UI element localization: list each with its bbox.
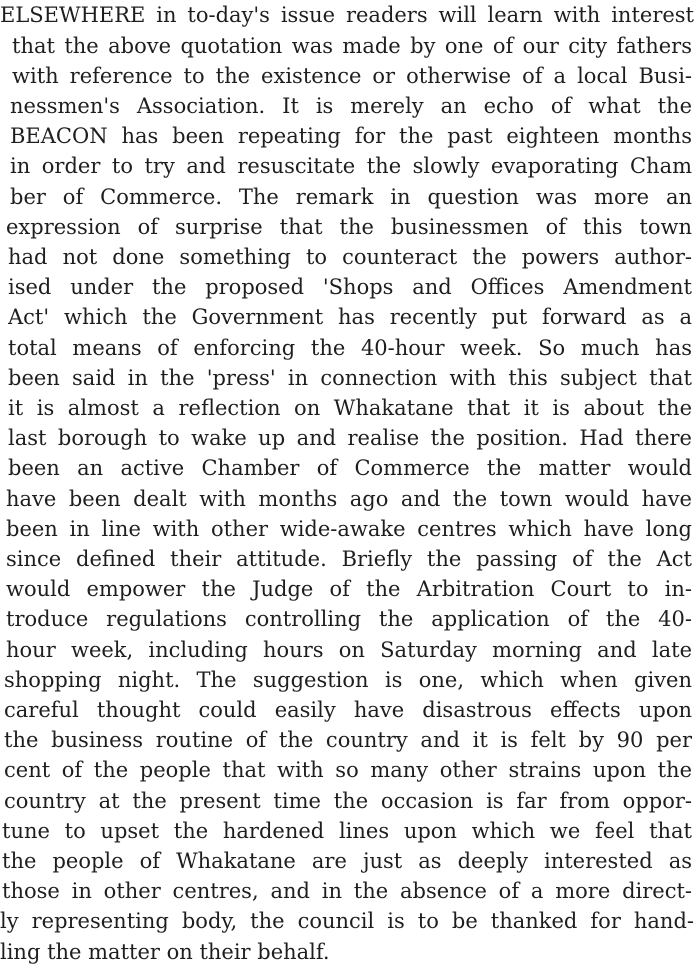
text-line: been an active Chamber of Commerce the matter would — [8, 456, 692, 480]
text-line: with reference to the existence or otherwise of a local Busi- — [12, 64, 692, 88]
text-line: careful thought could easily have disastrous effects upon — [4, 698, 692, 722]
text-line: nessmen's Association. It is merely an echo of what the — [10, 94, 692, 118]
text-line: the business routine of the country and it is felt by 90 per — [4, 728, 692, 752]
text-line: cent of the people that with so many other strains upon the — [4, 758, 692, 782]
text-line: ised under the proposed 'Shops and Offices Amendment — [8, 275, 692, 299]
text-line: have been dealt with months ago and the town would have — [6, 487, 692, 511]
text-line: tune to upset the hardened lines upon which we feel that — [2, 819, 692, 843]
text-line: been said in the 'press' in connection with this subject that — [8, 366, 692, 390]
text-line: been in line with other wide-awake centres which have long — [6, 517, 692, 541]
text-line: BEACON has been repeating for the past eighteen months — [10, 124, 692, 148]
text-line: those in other centres, and in the absence of a more direct- — [2, 879, 692, 903]
text-line: Act' which the Government has recently put forward as a — [8, 305, 692, 329]
text-line: expression of surprise that the businessmen of this town — [6, 215, 692, 239]
text-line: ling the matter on their behalf. — [0, 940, 330, 964]
text-line: hour week, including hours on Saturday morning and late — [6, 638, 692, 662]
text-line: troduce regulations controlling the application of the 40- — [6, 607, 692, 631]
text-line: total means of enforcing the 40-hour week. So much has — [8, 336, 692, 360]
text-line: shopping night. The suggestion is one, which when given — [4, 668, 692, 692]
text-line: in order to try and resuscitate the slowly evaporating Cham — [10, 154, 692, 178]
text-line: that the above quotation was made by one of our city fathers — [12, 34, 692, 58]
text-line: since defined their attitude. Briefly the passing of the Act — [6, 547, 692, 571]
text-line: had not done something to counteract the powers author- — [8, 245, 692, 269]
text-line: ber of Commerce. The remark in question was more an — [10, 185, 692, 209]
text-line: it is almost a reflection on Whakatane that it is about the — [8, 396, 692, 420]
text-line: last borough to wake up and realise the position. Had there — [8, 426, 692, 450]
text-line: the people of Whakatane are just as deeply interested as — [2, 849, 692, 873]
text-line: ly representing body, the council is to be thanked for hand- — [0, 909, 694, 933]
text-line: country at the present time the occasion is far from oppor- — [4, 789, 692, 813]
text-line: ELSEWHERE in to-day's issue readers will learn with interest — [0, 3, 694, 27]
text-line: would empower the Judge of the Arbitration Court to in- — [6, 577, 692, 601]
